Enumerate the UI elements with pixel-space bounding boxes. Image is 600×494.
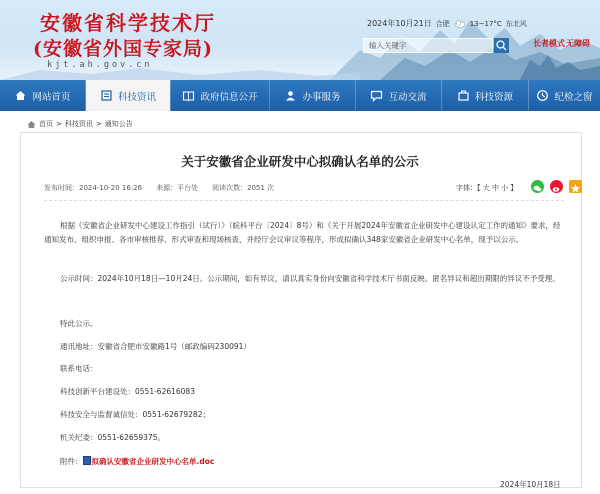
nav-item-service[interactable]	[270, 80, 355, 111]
site-header	[0, 0, 600, 80]
chat-icon	[370, 89, 383, 102]
nav-item-label: 纪检之窗	[554, 91, 593, 103]
home-icon	[14, 89, 27, 102]
window-icon	[536, 89, 549, 102]
site-subtitle: (安徽省外国专家局)	[33, 38, 213, 60]
main-nav	[0, 80, 600, 111]
wechat-icon	[531, 182, 544, 195]
view-count: 阅读次数：2051 次	[212, 184, 275, 192]
breadcrumb-separator: >	[95, 120, 102, 128]
resource-icon	[457, 89, 470, 102]
accessibility-button[interactable]: 无障碍	[566, 39, 590, 48]
attachment-line	[60, 456, 214, 467]
nav-item-label: 科技资源	[474, 91, 513, 103]
weather-city: 合肥	[435, 19, 450, 28]
address-line: 通讯地址：安徽省合肥市安徽路1号（邮政编码230091）	[60, 342, 251, 351]
publish-time: 发布时间：2024-10-20 16:26	[44, 184, 143, 192]
nav-item-interaction[interactable]	[356, 80, 441, 111]
nav-item-label: 政府信息公开	[200, 91, 258, 103]
article-meta	[44, 183, 274, 193]
nav-item-home[interactable]	[0, 80, 85, 111]
contact-line-3: 机关纪委：0551-62659375。	[60, 433, 165, 442]
weather-wind: 东北风	[505, 19, 527, 28]
attachment-label: 附件：	[60, 457, 83, 466]
search-icon	[494, 38, 509, 53]
article-title: 关于安徽省企业研发中心拟确认名单的公示	[181, 154, 419, 169]
word-doc-icon	[83, 456, 91, 465]
contact-line-2: 科技安全与监督诚信处：0551-62679282；	[60, 410, 210, 419]
notice-line: 特此公示。	[60, 319, 98, 328]
nav-item-label: 科技资讯	[117, 91, 156, 103]
nav-item-news[interactable]	[86, 80, 170, 111]
nav-item-label: 办事服务	[302, 91, 341, 103]
article-paragraph-1: 根据《安徽省企业研发中心建设工作指引（试行）》（皖科平台〔2024〕8号）和《关于开展2024年安徽省企业研发中心建设认定工作的通知》要求，经通知发布、组织申报、各市审核推荐、形式审查和现场核查，并经厅会议审议等程序，形成拟确认348家安徽省企业研发中心名单，现予以公示。	[44, 221, 561, 244]
weather-temperature: 13~17°C	[469, 19, 502, 28]
nav-item-label: 网站首页	[32, 91, 71, 103]
breadcrumb-item-home[interactable]: 首页	[39, 120, 53, 128]
nav-item-discipline[interactable]	[529, 80, 600, 111]
contact-label: 联系电话：	[60, 364, 98, 373]
book-icon	[182, 89, 195, 102]
favorite-button[interactable]	[569, 180, 582, 193]
site-title: 安徽省科学技术厅	[40, 11, 216, 35]
search-input[interactable]: 输入关键字	[363, 38, 493, 53]
breadcrumb-separator: >	[56, 120, 62, 128]
breadcrumb-item-notices[interactable]: 通知公告	[104, 120, 133, 128]
site-domain: kjt.ah.gov.cn	[47, 60, 153, 70]
cloud-icon	[454, 19, 466, 28]
weibo-icon	[550, 182, 563, 195]
search-button[interactable]	[494, 38, 509, 53]
article-source: 来源：平台处	[156, 184, 199, 192]
nav-item-resources[interactable]	[442, 80, 528, 111]
contact-line-1: 科技创新平台建设处：0551-62616083	[60, 387, 195, 396]
elder-mode-button[interactable]: 长者模式	[533, 39, 565, 48]
weibo-share-button[interactable]	[550, 180, 563, 193]
article-paragraph-2: 公示时间：2024年10月18日—10月24日。公示期间，如有异议，请以真实身份向安徽省科学技术厅书面反映。匿名异议和超出期限的异议不予受理。	[60, 274, 560, 283]
home-icon	[27, 120, 36, 129]
date-weather-bar	[367, 18, 527, 29]
wechat-share-button[interactable]	[531, 180, 544, 193]
star-icon	[569, 182, 582, 195]
news-icon	[100, 89, 113, 102]
sign-date: 2024年10月18日	[500, 480, 561, 489]
service-icon	[284, 89, 297, 102]
meta-divider	[44, 200, 564, 201]
nav-item-gov-info[interactable]	[171, 80, 269, 111]
attachment-link[interactable]: 拟确认安徽省企业研发中心名单.doc	[91, 457, 215, 466]
font-size-selector[interactable]: 字体：【 大 中 小 】	[456, 184, 518, 192]
current-date: 2024年10月21日	[367, 19, 432, 28]
nav-item-label: 互动交流	[388, 91, 427, 103]
breadcrumb-item-news[interactable]: 科技资讯	[64, 120, 93, 128]
breadcrumb	[27, 119, 133, 129]
